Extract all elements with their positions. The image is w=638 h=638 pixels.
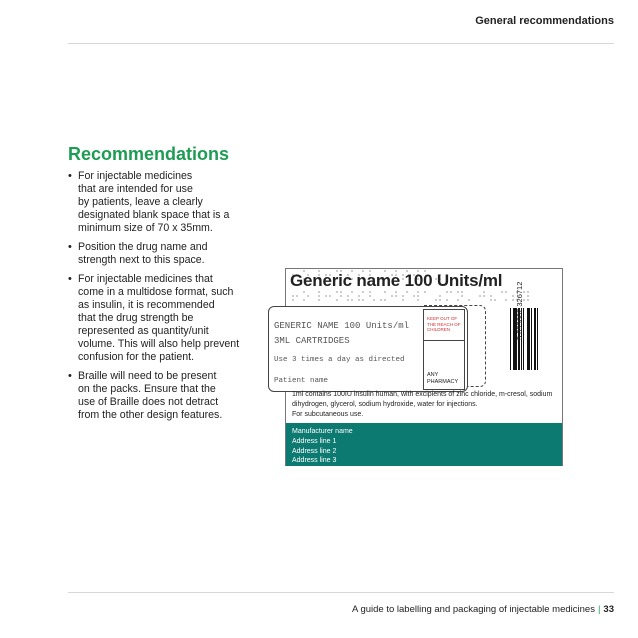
dispensing-patient-line: Patient name <box>274 377 329 385</box>
recommendations-heading: Recommendations <box>68 144 230 164</box>
manufacturer-name: Manufacturer name <box>292 428 353 435</box>
barcode-bar <box>538 308 540 370</box>
list-item: • For injectable medicines that are intended for use by patients, leave a clearly designated blank space that is a minimum size of 70 x 35mm. <box>68 170 268 235</box>
dispensing-directions-line: Use 3 times a day as directed <box>274 356 405 364</box>
recommendations-list <box>68 170 268 428</box>
drug-name-strength: Generic name 100 Units/ml <box>290 271 503 290</box>
address-line: Address line 1 <box>292 437 337 445</box>
warning-text: KEEP OUT OF THE REACH OF CHILDREN <box>427 316 461 332</box>
header-title: General recommendations <box>475 15 614 27</box>
header-divider <box>68 43 614 44</box>
list-item: • Position the drug name and strength next to this space. <box>68 241 268 267</box>
composition-line: 1ml contains 100IU insulin human, with excipients of zinc chloride, m-cresol, sodium dihydrogen, glycerol, sodium hydroxide, water for injections. <box>292 391 553 408</box>
pharmacy-text: ANY PHARMACY <box>427 372 459 385</box>
footer-divider <box>68 592 614 593</box>
footer <box>352 604 614 615</box>
address-line: Address line 2 <box>292 447 337 455</box>
usage-line: For subcutaneous use. <box>292 411 364 418</box>
footer-separator: | <box>597 604 601 615</box>
composition-text <box>292 390 554 420</box>
manufacturer-details <box>292 427 353 466</box>
dispensing-quantity-line: 3ML CARTRIDGES <box>274 336 350 346</box>
barcode-number: 5 099602 326712 <box>515 281 524 340</box>
footer-title: A guide to labelling and packaging of injectable medicines <box>352 604 595 615</box>
list-item: • For injectable medicines that come in a multidose format, such as insulin, it is recommended that the drug strength be represented as quantity/unit volume. This will also help prevent confusion for the patient. <box>68 273 268 364</box>
address-line: Address line 3 <box>292 457 337 465</box>
list-item: • Braille will need to be present on the packs. Ensure that the use of Braille does not detract from the other design features. <box>68 370 268 422</box>
page-number: 33 <box>603 604 614 615</box>
dispensing-drug-line: GENERIC NAME 100 Units/ml <box>274 321 410 331</box>
